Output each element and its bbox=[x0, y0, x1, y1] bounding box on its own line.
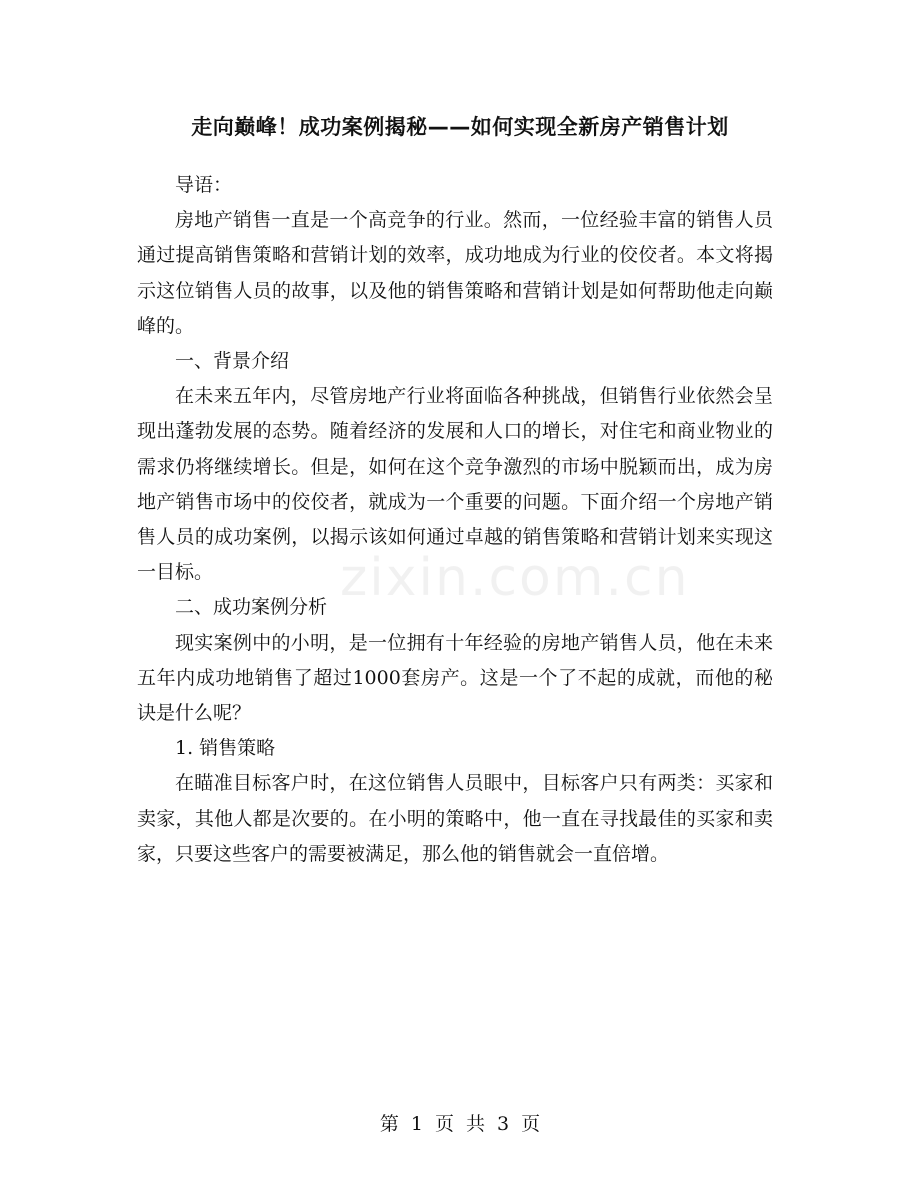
case-paragraph: 现实案例中的小明，是一位拥有十年经验的房地产销售人员，他在未来五年内成功地销售了超过1000套房产。这是一个了不起的成就，而他的秘诀是什么呢？ bbox=[137, 631, 773, 725]
section-heading-case-analysis: 二、成功案例分析 bbox=[175, 596, 328, 619]
background-paragraph: 在未来五年内，尽管房地产行业将面临各种挑战，但销售行业依然会呈现出蓬勃发展的态势。随着经济的发展和人口的增长，对住宅和商业物业的需求仍将继续增长。但是，如何在这个竞争激烈的市场中脱颖而出，成为房地产销售市场中的佼佼者，就成为一个重要的问题。下面介绍一个房地产销售人员的成功案例，以揭示该如何通过卓越的销售策略和营销计划来实现这一目标。 bbox=[137, 385, 773, 584]
intro-paragraph: 房地产销售一直是一个高竞争的行业。然而，一位经验丰富的销售人员通过提高销售策略和营销计划的效率，成功地成为行业的佼佼者。本文将揭示这位销售人员的故事，以及他的销售策略和营销计划是如何帮助他走向巅峰的。 bbox=[137, 209, 773, 337]
section-heading-background: 一、背景介绍 bbox=[175, 350, 290, 373]
strategy-paragraph: 在瞄准目标客户时，在这位销售人员眼中，目标客户只有两类：买家和卖家，其他人都是次要的。在小明的策略中，他一直在寻找最佳的买家和卖家，只要这些客户的需要被满足，那么他的销售就会一直倍增。 bbox=[137, 772, 773, 865]
document-body bbox=[137, 168, 773, 872]
document-title: 走向巅峰！成功案例揭秘——如何实现全新房产销售计划 bbox=[191, 115, 729, 139]
watermark: zixin.com.cn bbox=[340, 548, 690, 608]
intro-label: 导语： bbox=[175, 174, 233, 196]
subsection-heading-sales-strategy: 1. 销售策略 bbox=[175, 737, 276, 760]
page-footer: 第 1 页 共 3 页 bbox=[379, 1113, 541, 1135]
